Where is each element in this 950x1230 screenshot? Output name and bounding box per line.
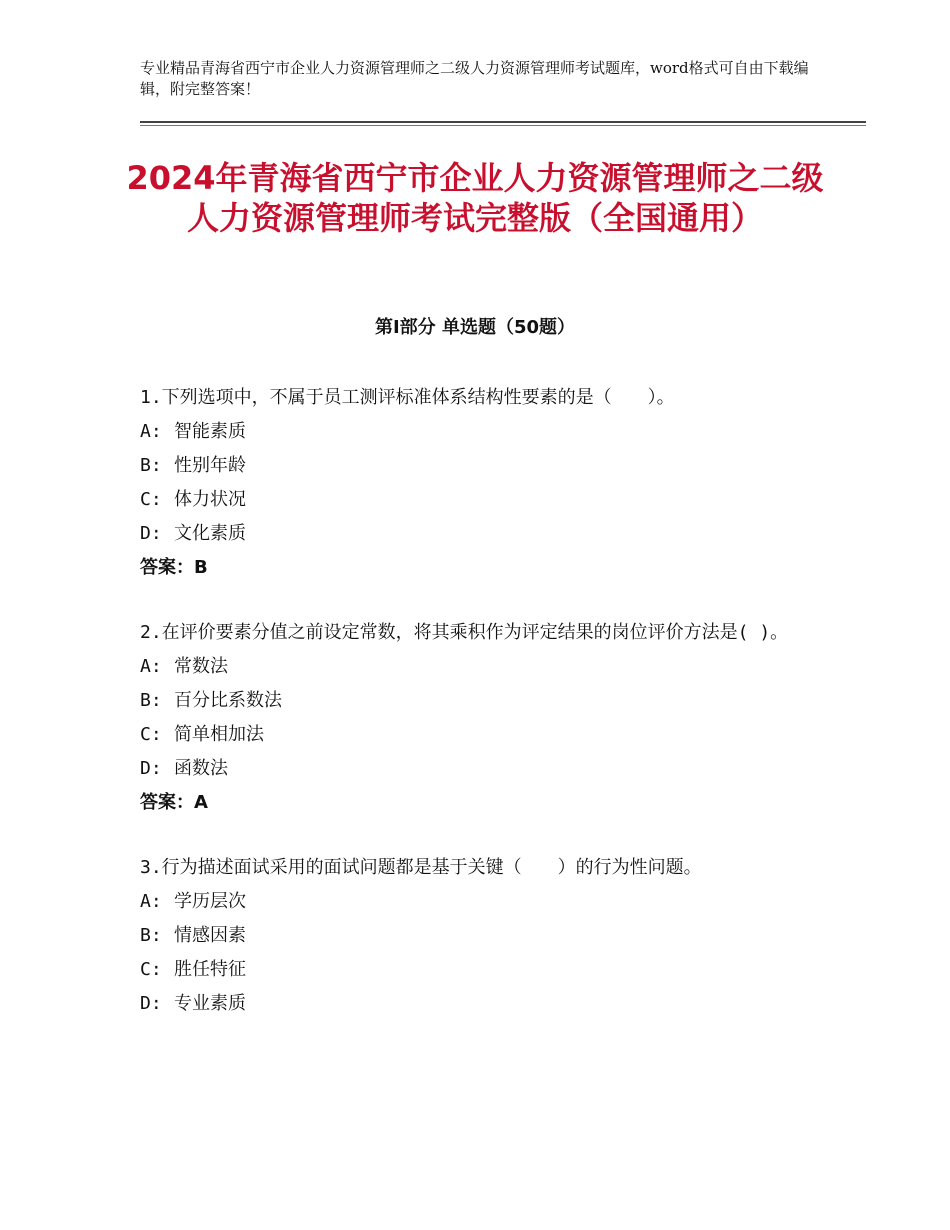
option-letter: D: — [140, 993, 162, 1014]
option-letter: D: — [140, 758, 162, 779]
answer: 答案：A — [140, 792, 208, 813]
option-d — [140, 517, 810, 551]
option-d — [140, 752, 810, 786]
option-letter: A: — [140, 891, 162, 912]
option-b — [140, 684, 810, 718]
option-letter: B: — [140, 690, 162, 711]
option-letter: B: — [140, 455, 162, 476]
header-divider-thin — [140, 125, 866, 126]
option-a — [140, 650, 810, 684]
question-stem: 3.行为描述面试采用的面试问题都是基于关键（ ）的行为性问题。 — [140, 857, 702, 878]
question-2 — [140, 616, 810, 820]
option-text: 百分比系数法 — [174, 690, 282, 711]
option-text: 情感因素 — [174, 925, 246, 946]
option-c — [140, 483, 810, 517]
option-b — [140, 919, 810, 953]
option-a — [140, 885, 810, 919]
question-stem: 2.在评价要素分值之前设定常数，将其乘积作为评定结果的岗位评价方法是( )。 — [140, 622, 789, 643]
option-text: 简单相加法 — [174, 724, 264, 745]
option-letter: D: — [140, 523, 162, 544]
option-text: 体力状况 — [174, 489, 246, 510]
option-text: 常数法 — [174, 656, 228, 677]
question-1 — [140, 381, 810, 585]
option-letter: B: — [140, 925, 162, 946]
option-text: 文化素质 — [174, 523, 246, 544]
option-letter: A: — [140, 656, 162, 677]
answer: 答案：B — [140, 557, 208, 578]
header-divider-thick — [140, 121, 866, 123]
option-text: 函数法 — [174, 758, 228, 779]
section-title: 第Ⅰ部分 单选题（50题） — [374, 317, 575, 338]
option-text: 专业素质 — [174, 993, 246, 1014]
option-b — [140, 449, 810, 483]
option-text: 学历层次 — [174, 891, 246, 912]
option-letter: C: — [140, 724, 162, 745]
question-list — [140, 381, 810, 1052]
option-text: 智能素质 — [174, 421, 246, 442]
option-letter: C: — [140, 489, 162, 510]
document-title: 2024年青海省西宁市企业人力资源管理师之二级人力资源管理师考试完整版（全国通用） — [126, 159, 824, 237]
option-c — [140, 953, 810, 987]
question-stem: 1.下列选项中，不属于员工测评标准体系结构性要素的是（ ）。 — [140, 387, 675, 408]
header-note: 专业精品青海省西宁市企业人力资源管理师之二级人力资源管理师考试题库，word格式可自由下载编辑，附完整答案！ — [140, 59, 809, 98]
question-3 — [140, 851, 810, 1021]
option-text: 胜任特征 — [174, 959, 246, 980]
option-d — [140, 987, 810, 1021]
option-letter: A: — [140, 421, 162, 442]
option-text: 性别年龄 — [174, 455, 246, 476]
option-letter: C: — [140, 959, 162, 980]
option-a — [140, 415, 810, 449]
option-c — [140, 718, 810, 752]
